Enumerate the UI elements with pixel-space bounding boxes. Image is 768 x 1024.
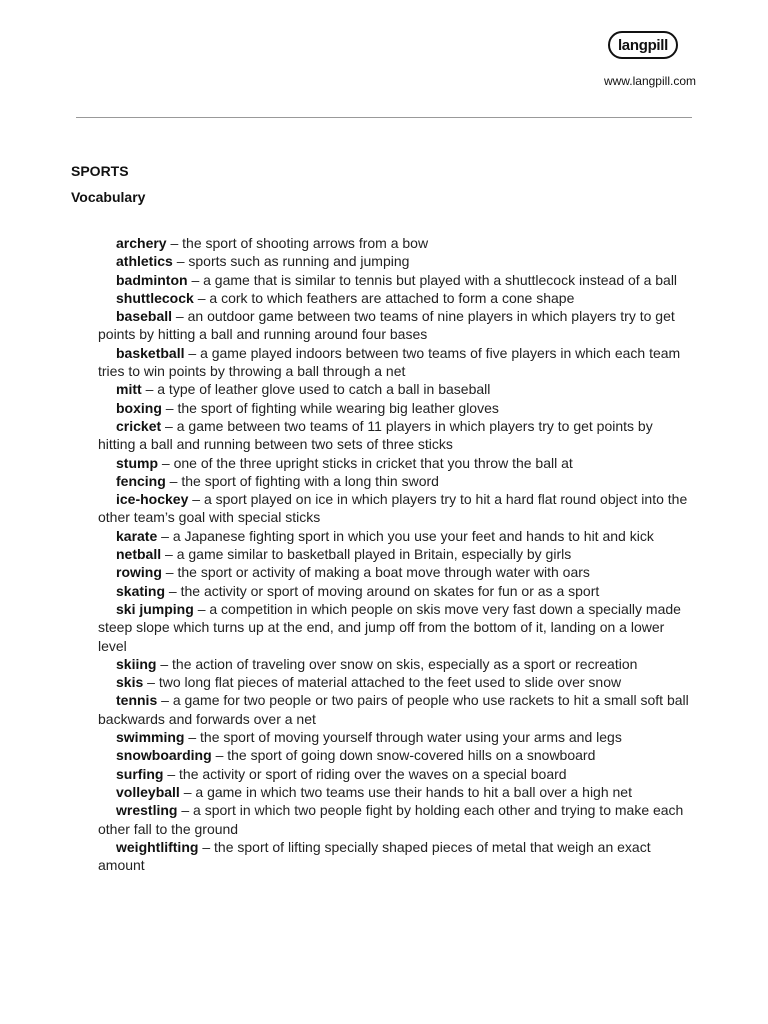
vocab-term: netball [116,546,162,563]
vocab-definition: the activity or sport of riding over the waves on a special board [179,765,567,782]
vocab-separator: – [161,527,169,544]
vocab-separator: – [165,564,174,581]
vocab-entry [98,838,690,875]
vocab-entry [98,490,690,527]
vocab-definition: a sport in which two people fight by holding each other and trying to make each other fall to the ground [98,802,684,837]
vocab-definition: one of the three upright sticks in cricket that you throw the ball at [173,454,573,471]
vocab-separator: – [176,253,185,270]
vocab-definition: the sport of shooting arrows from a bow [182,235,429,251]
vocab-entry [98,289,690,307]
langpill-logo: langpill [608,31,678,59]
vocab-separator: – [169,472,178,489]
vocab-entry [98,600,690,655]
vocab-separator: – [165,417,173,434]
vocab-term: volleyball [116,783,180,800]
vocab-separator: – [215,747,224,764]
vocab-separator: – [161,454,170,471]
vocab-term: snowboarding [116,747,212,764]
document-subtitle: Vocabulary [71,189,146,205]
vocab-separator: – [202,838,211,855]
vocab-separator: – [170,235,179,251]
vocab-term: basketball [116,344,185,361]
vocab-term: stump [116,454,158,471]
vocab-entry [98,417,690,454]
vocab-separator: – [168,582,177,599]
vocab-separator: – [183,783,192,800]
vocab-definition: sports such as running and jumping [188,253,410,270]
vocab-separator: – [181,802,190,819]
vocab-definition: the sport of fighting while wearing big leather gloves [177,399,499,416]
vocab-term: tennis [116,692,158,709]
vocab-entry [98,728,690,746]
vocab-definition: a sport played on ice in which players try to hit a hard flat round object into the other team’s goal with special sticks [98,491,688,526]
vocab-entry [98,307,690,344]
vocab-definition: a game played indoors between two teams of five players in which each team tries to win points by throwing a ball through a net [98,344,681,380]
vocab-entry [98,655,690,673]
vocab-term: skis [116,674,144,691]
vocab-entry [98,691,690,728]
vocab-definition: a cork to which feathers are attached to form a cone shape [209,289,575,306]
vocab-entry [98,454,690,472]
vocab-entry [98,472,690,490]
website-url: www.langpill.com [603,74,696,88]
vocab-term: athletics [116,253,173,270]
vocabulary-list [98,234,690,874]
vocab-entry [98,582,690,600]
vocab-entry [98,344,690,381]
vocab-term: boxing [116,399,162,416]
vocab-definition: a game for two people or two pairs of people who use rackets to hit a small soft ball backwards and forwards over a net [98,692,689,727]
vocab-definition: a Japanese fighting sport in which you use your feet and hands to hit and kick [172,527,654,544]
vocab-entry [98,271,690,289]
vocab-definition: the sport of lifting specially shaped pieces of metal that weigh an exact amount [98,838,651,874]
vocab-term: ski jumping [116,600,194,617]
vocab-separator: – [165,399,174,416]
vocab-separator: – [175,308,184,325]
vocab-separator: – [161,692,169,709]
vocab-entry [98,380,690,398]
vocab-definition: a type of leather glove used to catch a ball in baseball [157,381,491,398]
vocab-term: rowing [116,564,162,581]
vocab-separator: – [145,381,154,398]
vocab-separator: – [188,344,197,361]
vocab-term: shuttlecock [116,289,194,306]
vocab-entry [98,801,690,838]
vocab-separator: – [197,600,206,617]
vocab-term: archery [116,235,167,251]
vocab-term: skating [116,582,166,599]
vocab-term: badminton [116,271,188,288]
vocab-definition: a competition in which people on skis move very fast down a specially made steep slope which turns up at the end, and jump off from the bottom of it, landing on a lower level [98,600,681,654]
vocab-separator: – [160,655,169,672]
vocab-definition: two long flat pieces of material attached to the feet used to slide over snow [158,674,622,691]
vocab-definition: the sport of fighting with a long thin sword [181,472,439,489]
vocab-entry [98,563,690,581]
vocab-term: fencing [116,472,166,489]
vocab-separator: – [191,271,200,288]
vocab-separator: – [147,674,155,691]
vocab-term: ice-hockey [116,491,189,508]
vocab-definition: the activity or sport of moving around on skates for fun or as a sport [180,582,600,599]
vocab-term: swimming [116,729,185,746]
vocab-definition: the sport of going down snow-covered hills on a snowboard [227,747,596,764]
vocab-entry [98,673,690,691]
vocab-definition: an outdoor game between two teams of nine players in which players try to get points by hitting a ball and running around four bases [98,308,675,343]
vocab-term: weightlifting [116,838,199,855]
vocab-term: surfing [116,765,164,782]
vocab-term: wrestling [116,802,178,819]
vocab-definition: a game between two teams of 11 players in which players try to get points by hitting a ball and running between two sets of three sticks [98,417,653,453]
vocab-term: baseball [116,308,173,325]
vocab-entry [98,765,690,783]
vocab-term: karate [116,527,158,544]
vocab-term: cricket [116,417,162,434]
header-divider [76,117,692,118]
vocab-term: skiing [116,655,157,672]
vocab-entry [98,234,690,252]
vocab-separator: – [197,289,206,306]
vocab-entry [98,399,690,417]
document-title: SPORTS [71,163,129,179]
vocab-entry [98,783,690,801]
vocab-definition: a game in which two teams use their hands to hit a ball over a high net [195,783,632,800]
vocab-separator: – [188,729,197,746]
vocab-separator: – [167,765,176,782]
vocab-definition: the action of traveling over snow on skis, especially as a sport or recreation [172,655,638,672]
vocab-definition: the sport of moving yourself through water using your arms and legs [200,729,622,746]
vocab-entry [98,252,690,270]
vocab-separator: – [192,491,201,508]
vocab-definition: a game that is similar to tennis but played with a shuttlecock instead of a ball [203,271,678,288]
vocab-entry [98,545,690,563]
vocab-definition: the sport or activity of making a boat move through water with oars [177,564,590,581]
vocab-entry [98,527,690,545]
vocab-entry [98,746,690,764]
vocab-term: mitt [116,381,142,398]
vocab-definition: a game similar to basketball played in Britain, especially by girls [176,546,572,563]
vocab-separator: – [165,546,173,563]
